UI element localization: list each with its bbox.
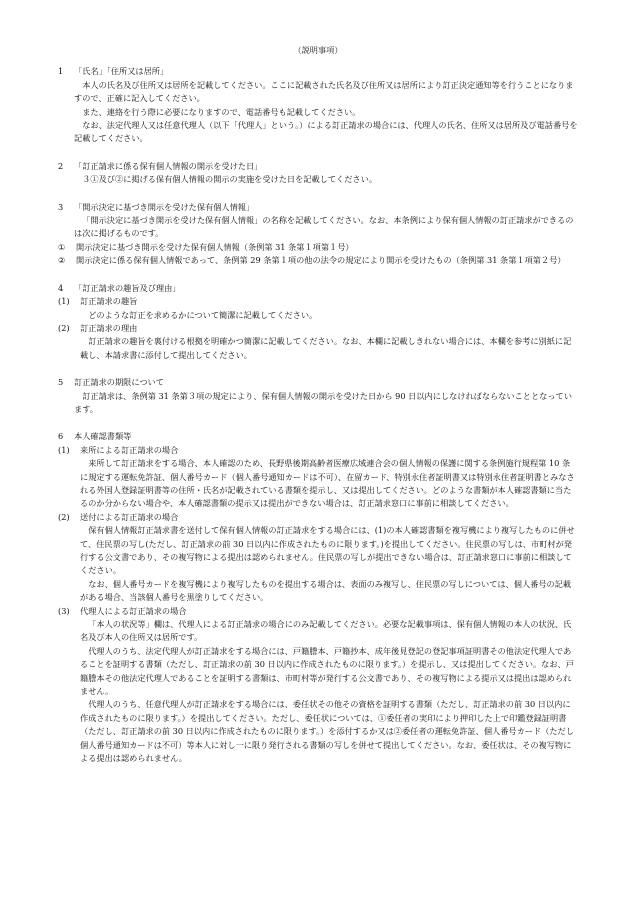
section-number: 3 [58,201,64,212]
section-6 [58,430,578,765]
section-heading: 「訂正請求の趣旨及び理由」 [74,282,181,293]
paragraph: なお、法定代理人又は任意代理人（以下「代理人」という。）による訂正請求の場合には、代理人の氏名、住所又は居所及び電話番号を記載してください。 [74,120,578,144]
paragraph: なお、個人番号カードを複写機により複写したものを提出する場合は、表面のみ複写し、住民票の写しについては、個人番号の記載がある場合、当該個人番号を黒塗りしてください。 [80,578,572,603]
section-4 [58,282,578,362]
list-item-text: 開示決定に基づき開示を受けた保有個人情報（条例第 31 条第１項第１号） [76,241,354,252]
subsection-mark: (1) [58,444,70,455]
section-number: 5 [58,377,64,388]
subsection-mark: (1) [58,296,70,307]
paragraph: 本人の氏名及び住所又は居所を記載してください。ここに記載された氏名及び住所又は居所により訂正決定通知等を行うことになりますので、正確に記入してください。 [74,79,574,104]
section-5 [58,376,578,416]
section-number: 4 [58,282,64,293]
section-number: 6 [58,431,64,442]
subsection-title: 訂正請求の趣旨 [80,296,138,307]
list-item-text: 開示決定に係る保有個人情報であって、条例第 29 条第１項の他の法令の規定により開示を受けたもの（条例第 31 条第１項第２号） [76,255,566,266]
subsection-title: 訂正請求の理由 [80,322,138,333]
subsection-mark: (2) [58,511,70,522]
list-item [58,241,578,254]
document [58,44,578,780]
paragraph: 来所して訂正請求をする場合、本人確認のため、長野県後期高齢者医療広域連合会の個人情報の保護に関する条例施行規程第 10 条に規定する運転免許証、個人番号カード（個人番号通知カードは不可）、在留カード、特別永住者証明書又は特別永住者証明書とみなされる外国人登録証明書等の住所・氏名が記載されている書類を提示し、又は提出してください。どのような書類が本人確認書類に当たるのか分からない場合や、本人確認書類の提示又は提出ができない場合は、訂正請求窓口に事前に相談してください。 [80,458,575,509]
section-1 [58,65,578,145]
paragraph: 「開示決定に基づき開示を受けた保有個人情報」の名称を記載してください。なお、本条例により保有個人情報の訂正請求ができるのは次に掲げるものです。 [74,215,574,239]
paragraph: どのような訂正を求めるかについて簡潔に記載してください。 [88,309,318,320]
section-heading: 訂正請求の期限について [74,377,164,388]
paragraph: 代理人のうち、任意代理人が訂正請求をする場合には、委任状その他その資格を証明する書類（ただし、訂正請求の前 30 日以内に作成されたものに限ります。）を提出してください。ただし、委任状については、①委任者の実印により押印した上で印鑑登録証明書（ただし、訂正請求の前 30 日以内に作成されたものに限ります。）を添付するか又は②委任者の運転免許証、個人番号カード（ただし個人番号通知カードは不可）等本人に対し一に限り発行される書類の写しを併せて提出してください。なお、委任状は、その複写物による提出は認められません。 [80,699,574,764]
subsection-title: 来所による訂正請求の場合 [80,444,179,455]
list-item [58,254,578,267]
section-2 [58,160,578,187]
section-number: 2 [58,160,64,171]
paragraph: 代理人のうち、法定代理人が訂正請求をする場合には、戸籍謄本、戸籍抄本、成年後見登記の登記事項証明書その他法定代理人であることを証明する書類（ただし、訂正請求の前 30 日以内に作成されたものに限ります。）を提示し、又は提出してください。なお、戸籍謄本その他法定代理人であることを証明する書類は、市町村等が発行する公文書であり、その複写物による提示又は提出は認められません。 [80,645,574,697]
subsection-title: 代理人による訂正請求の場合 [80,605,187,616]
paragraph: また、連絡を行う際に必要になりますので、電話番号も記載してください。 [82,106,361,117]
section-heading: 「開示決定に基づき開示を受けた保有個人情報」 [74,201,255,212]
section-number: 1 [58,66,64,77]
section-heading: 本人確認書類等 [74,431,132,442]
section-heading: 「訂正請求に係る保有個人情報の開示を受けた日」 [74,160,263,171]
subsection-title: 送付による訂正請求の場合 [80,511,179,522]
section-heading: 「氏名」「住所又は居所」 [74,66,169,77]
subsection-mark: (2) [58,322,70,333]
paragraph: 訂正請求の趣旨を裏付ける根拠を明確かつ簡潔に記載してください。なお、本欄に記載しきれない場合には、本欄を参考に別紙に記載し、本請求書に添付して提出してください。 [80,336,572,360]
section-3 [58,201,578,268]
document-title: （説明事項） [293,45,343,55]
paragraph: 保有個人情報訂正請求書を送付して保有個人情報の訂正請求をする場合には、(1)の本人確認書類を複写機により複写したものに併せて、住民票の写し(ただし、訂正請求の前 30 日以内に作成されたものに限ります。)を提出してください。住民票の写しは、市町村が発行する公文書であり、その複写物による提出は認められません。住民票の写しが提出できない場合は、訂正請求窓口に事前に相談してください。 [80,525,575,576]
subsection-mark: (3) [58,605,70,616]
list-item-mark: ② [58,255,66,266]
list-item-mark: ① [58,241,66,252]
paragraph: 「本人の状況等」欄は、代理人による訂正請求の場合にのみ記載してください。必要な記載事項は、保有個人情報の本人の状況、氏名及び本人の住所又は居所です。 [80,619,572,643]
paragraph: 訂正請求は、条例第 31 条第３項の規定により、保有個人情報の開示を受けた日から 90 日以内にしなければならないこととなっています。 [74,390,572,414]
paragraph: ３①及び②に掲げる保有個人情報の開示の実施を受けた日を記載してください。 [82,174,377,185]
